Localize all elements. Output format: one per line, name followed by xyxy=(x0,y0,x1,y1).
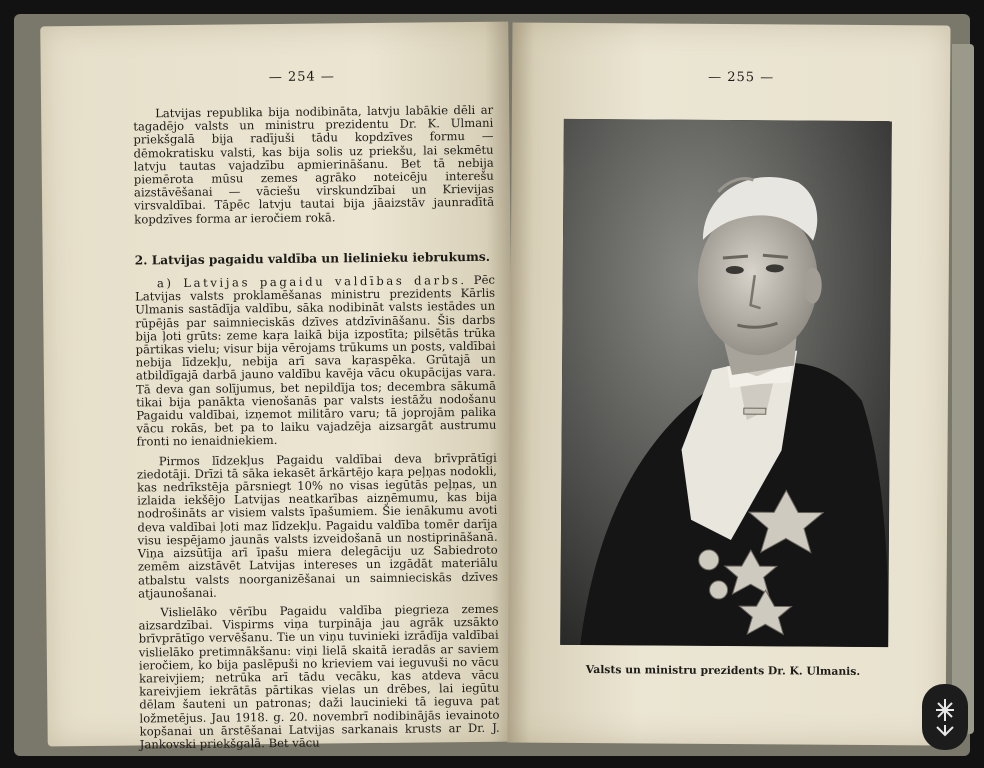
paragraph-2-body: Pēc Latvijas valsts proklamēšanas ministru prezidents Kārlis Ulmanis sastādīja valdību, sāka nodibināt valsts iestādes un rūpējās par saimnieciskās dzīves atdzīvināšanu. Šis darbs bija ļoti grūts: zeme kaŗa laikā bija izpostīta; pilsētās trūka pārtikas vielu; visur bija vērojams trūkums un posts, valdībai nebija līdzekļu, nebija arī sava kaŗaspēka. Grūtajā un atbildīgajā darbā jauno valdību kavēja vācu okupācijas vara. Tā deva gan solījumus, bet nepildīja tos; decembra sākumā tikai bija panākta vienošanās par valsts iestāžu nodošanu Pagaidu valdībai, izņemot militāro varu; tā joprojām palika vācu rokās, bet pa to laiku vajadzēja aizsargāt austrumu fronti no ienaidniekiem. xyxy=(135,272,497,449)
right-page xyxy=(507,22,950,745)
snowflake-icon xyxy=(932,697,958,737)
open-book xyxy=(14,14,970,756)
page-number-right: — 255 — xyxy=(708,69,775,86)
portrait-photo xyxy=(560,119,892,647)
watermark-logo xyxy=(922,684,968,750)
paragraph-1: Latvijas republika bija nodibināta, latvju labākie dēli ar tagadējo valsts un ministru prezidentu Dr. K. Ulmani priekšgalā bija radījuši tādu kopdzīves formu — dēmokratisku valsti, kas bija solis uz priekšu, lai sekmētu latvju tautas vajadzību apmierināšanu. Bet tā nebija piemērota mūsu zemes agrāko noteicēju interešu aizstāvēšanai — vāciešu virskundzībai un Krievijas virsvaldībai. Tāpēc latvju tautai bija jāaizstāv jaunradītā kopdzīves forma ar ieročiem rokā. xyxy=(133,102,495,227)
section-heading: 2. Latvijas pagaidu valdība un lielinieku iebrukums. xyxy=(134,249,490,268)
portrait-illustration xyxy=(560,119,892,647)
left-text-column xyxy=(133,104,500,752)
book-edge xyxy=(952,44,974,734)
paragraph-4: Vislielāko vērību Pagaidu valdība piegrieza zemes aizsardzībai. Vispirms viņa turpināja jau agrāk uzsākto brīvprātīgo vervēšanu. Tie un viņu tuvinieki izrādīja valdībai vislielāko pretimnākšanu: viņi lielā skaitā ieradās ar saviem ieročiem, ko bija paslēpuši no krieviem vai ieguvuši no vācu kareivjiem; netrūka arī tādu vecāku, kas atdeva vācu kareivjiem iekrātās pārtikas vielas un drēbes, lai iegūtu dēlam šauteni un patronas; daži laucinieki tā ieguva pat ložmetējus. Jau 1918. g. 20. novembrī nodibinājās ievainoto kopšanai un ārstēšanai Latvijas sarkanais krusts ar Dr. J. Jankovski priekšgalā. Bet vācu xyxy=(138,601,500,752)
portrait-caption: Valsts un ministru prezidents Dr. K. Ulmanis. xyxy=(585,663,861,678)
subsection-lead: a) Latvijas pagaidu valdības darbs. xyxy=(156,273,467,291)
page-number-left: — 254 — xyxy=(268,69,335,86)
left-page xyxy=(40,22,516,752)
paragraph-2 xyxy=(135,274,497,449)
paragraph-3: Pirmos līdzekļus Pagaidu valdībai deva brīvprātīgi ziedotāji. Drīzi tā sāka iekasēt ārkārtējo kaŗa peļņas nodokli, kas nedrīkstēja pārsniegt 10% no visas iegūtās peļņas, un izlaida iekšējo Latvijas neatkarības aizņēmumu, kas bija nodrošināts ar visiem valsts īpašumiem. Šie ienākumu avoti deva valdībai ļoti maz līdzekļu. Pagaidu valdība tomēr darīja visu iespējamo jaunās valsts izveidošanā un nostiprināšanā. Viņa aizsūtīja arī īpašu miera delegāciju uz Sabiedroto zemēm aizstāvēt Latvijas intereses un izgādāt materiālu atbalstu valsts noorganizēšanai un saimnieciskās dzīves atjaunošanai. xyxy=(136,450,499,601)
